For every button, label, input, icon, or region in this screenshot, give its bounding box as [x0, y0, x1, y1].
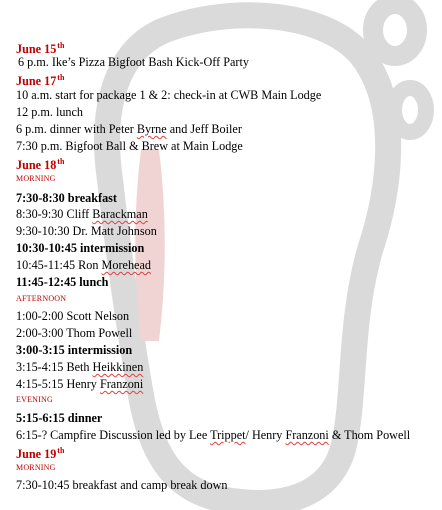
date-heading: June 19th: [16, 446, 65, 461]
schedule-line: 11:45-12:45 lunch: [16, 275, 109, 289]
date-heading: June 18th: [16, 157, 65, 172]
schedule-line: 12 p.m. lunch: [16, 105, 84, 119]
schedule-line: 3:00-3:15 intermission: [16, 343, 133, 357]
schedule-line: 7:30-8:30 breakfast: [16, 191, 117, 205]
schedule-line: 1:00-2:00 Scott Nelson: [16, 309, 130, 323]
period-label: MORNING: [16, 174, 56, 183]
schedule-line: 4:15-5:15 Henry Franzoni: [16, 377, 144, 391]
schedule-line: 10 a.m. start for package 1 & 2: check-in at CWB Main Lodge: [16, 88, 322, 102]
schedule-line: 10:45-11:45 Ron Morehead: [16, 258, 151, 272]
period-label: MORNING: [16, 463, 56, 472]
schedule-line: 8:30-9:30 Cliff Barackman: [16, 207, 148, 221]
schedule-line: 6 p.m. dinner with Peter Byrne and Jeff Boiler: [16, 122, 242, 136]
period-label: AFTERNOON: [16, 294, 67, 303]
schedule-line: 9:30-10:30 Dr. Matt Johnson: [16, 224, 157, 238]
schedule-line: 7:30-10:45 breakfast and camp break down: [16, 478, 228, 492]
date-heading: June 17th: [16, 73, 65, 88]
schedule-line: 7:30 p.m. Bigfoot Ball & Brew at Main Lodge: [16, 139, 243, 153]
schedule-line: 10:30-10:45 intermission: [16, 241, 145, 255]
date-heading: June 15th: [16, 41, 65, 56]
schedule-line: 5:15-6:15 dinner: [16, 411, 103, 425]
period-label: EVENING: [16, 395, 53, 404]
schedule-line: 2:00-3:00 Thom Powell: [16, 326, 133, 340]
schedule-line: 6 p.m. Ike’s Pizza Bigfoot Bash Kick-Off Party: [18, 55, 249, 69]
schedule-line: 6:15-? Campfire Discussion led by Lee Trippet/ Henry Franzoni & Thom Powell: [16, 428, 411, 442]
schedule-line: 3:15-4:15 Beth Heikkinen: [16, 360, 144, 374]
